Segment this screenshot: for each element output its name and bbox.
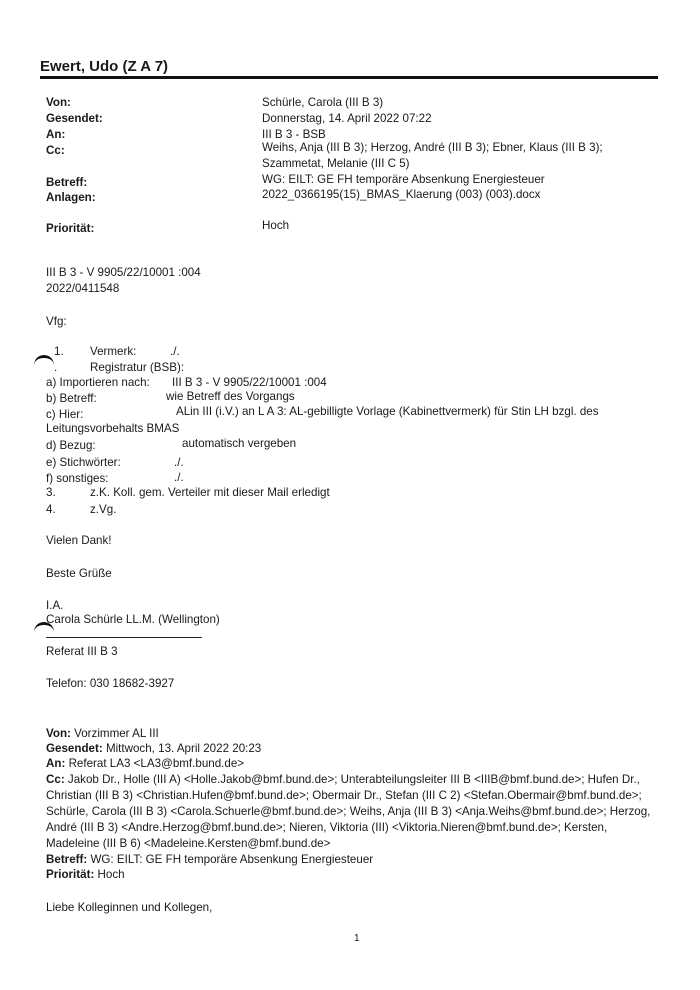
fwd-priority-value: Hoch (97, 868, 125, 881)
meta-label-cc: Cc: (46, 144, 65, 157)
item-1-value: ./. (170, 345, 180, 358)
item-c-value: ALin III (i.V.) an L A 3: AL-gebilligte Vorlage (Kabinettvermerk) für Stin LH bzgl. des (176, 405, 599, 418)
meta-value-cc-cont: Szammetat, Melanie (III C 5) (262, 157, 410, 170)
fwd-sent-line (46, 742, 261, 755)
fwd-cc-value-1: Jakob Dr., Holle (III A) <Holle.Jakob@bmf.bund.de>; Unterabteilungsleiter III B <IIIB@bmf.bund.de>; Hufen Dr., (67, 773, 640, 786)
item-1-number: 1. (54, 345, 64, 358)
item-c-continuation: Leitungsvorbehalts BMAS (46, 422, 180, 435)
fwd-subject-line (46, 853, 373, 866)
fwd-priority-label: Priorität: (46, 868, 95, 881)
item-d-label: d) Bezug: (46, 439, 96, 452)
fwd-cc-line-3: Schürle, Carola (III B 3) <Carola.Schuerle@bmf.bund.de>; Weihs, Anja (III B 3) <Anja.Weihs@bmf.bund.de>; Herzog, (46, 805, 651, 818)
meta-value-subject: WG: EILT: GE FH temporäre Absenkung Energiesteuer (262, 173, 545, 186)
fwd-cc-line-4: André (III B 3) <Andre.Herzog@bmf.bund.de>; Nieren, Viktoria (III) <Viktoria.Nieren@bmf.bund.de>; Kersten, (46, 821, 608, 834)
header-rule (40, 76, 658, 79)
fwd-from-value: Vorzimmer AL III (74, 727, 159, 740)
pen-mark (34, 355, 54, 370)
item-e-value: ./. (174, 456, 184, 469)
fwd-cc-line-5: Madeleine (III B 6) <Madeleine.Kersten@bmf.bund.de> (46, 837, 331, 850)
fwd-cc-label: Cc: (46, 773, 65, 786)
file-reference: III B 3 - V 9905/22/10001 :004 (46, 266, 201, 279)
fwd-subject-label: Betreff: (46, 853, 88, 866)
item-c-label: c) Hier: (46, 408, 84, 421)
department: Referat III B 3 (46, 645, 118, 658)
thanks-text: Vielen Dank! (46, 534, 112, 547)
item-f-value: ./. (174, 471, 184, 484)
meta-value-attachments: 2022_0366195(15)_BMAS_Klaerung (003) (003).docx (262, 188, 541, 201)
item-3-number: 3. (46, 486, 56, 499)
fwd-sent-label: Gesendet: (46, 742, 103, 755)
item-2-number: . (54, 361, 58, 374)
fwd-sent-value: Mittwoch, 13. April 2022 20:23 (105, 742, 262, 755)
meta-label-priority: Priorität: (46, 222, 95, 235)
fwd-cc-line-2: Christian (III B 3) <Christian.Hufen@bmf.bund.de>; Obermair Dr., Stefan (III C 2) <Stefan.Obermair@bmf.bund.de>; (46, 789, 642, 802)
ia-text: I.A. (46, 599, 64, 612)
fwd-cc-line-1 (46, 773, 640, 786)
vfg-heading: Vfg: (46, 315, 67, 328)
item-3-label: z.K. Koll. gem. Verteiler mit dieser Mail erledigt (90, 486, 330, 499)
item-2-label: Registratur (BSB): (90, 361, 185, 374)
meta-value-from: Schürle, Carola (III B 3) (262, 96, 384, 109)
item-1-label: Vermerk: (90, 345, 137, 358)
fwd-to-line (46, 757, 244, 770)
fwd-priority-line (46, 868, 125, 881)
fwd-subject-value: WG: EILT: GE FH temporäre Absenkung Energiesteuer (90, 853, 374, 866)
item-4-number: 4. (46, 503, 56, 516)
meta-value-priority: Hoch (262, 219, 290, 232)
fwd-from-line (46, 727, 159, 740)
meta-label-from: Von: (46, 96, 71, 109)
signature-rule (46, 637, 202, 638)
fwd-salutation: Liebe Kolleginnen und Kollegen, (46, 901, 213, 914)
fwd-from-label: Von: (46, 727, 71, 740)
document-number: 2022/0411548 (46, 282, 120, 295)
meta-value-cc: Weihs, Anja (III B 3); Herzog, André (III B 3); Ebner, Klaus (III B 3); (262, 141, 603, 154)
meta-label-attachments: Anlagen: (46, 191, 96, 204)
fwd-to-value: Referat LA3 <LA3@bmf.bund.de> (68, 757, 245, 770)
item-4-label: z.Vg. (90, 503, 117, 516)
meta-label-to: An: (46, 128, 66, 141)
item-a-value: III B 3 - V 9905/22/10001 :004 (172, 376, 327, 389)
signature-name: Carola Schürle LL.M. (Wellington) (46, 613, 220, 626)
meta-label-sent: Gesendet: (46, 112, 103, 125)
greeting-text: Beste Grüße (46, 567, 112, 580)
document-owner-name: Ewert, Udo (Z A 7) (40, 58, 169, 75)
fwd-to-label: An: (46, 757, 66, 770)
item-f-label: f) sonstiges: (46, 472, 109, 485)
item-b-value: wie Betreff des Vorgangs (166, 390, 295, 403)
meta-value-to: III B 3 - BSB (262, 128, 326, 141)
item-b-label: b) Betreff: (46, 392, 97, 405)
meta-value-sent: Donnerstag, 14. April 2022 07:22 (262, 112, 432, 125)
meta-label-subject: Betreff: (46, 176, 88, 189)
item-a-label: a) Importieren nach: (46, 376, 150, 389)
page-number: 1 (354, 933, 360, 944)
phone: Telefon: 030 18682-3927 (46, 677, 175, 690)
item-d-value: automatisch vergeben (182, 437, 297, 450)
item-e-label: e) Stichwörter: (46, 456, 121, 469)
